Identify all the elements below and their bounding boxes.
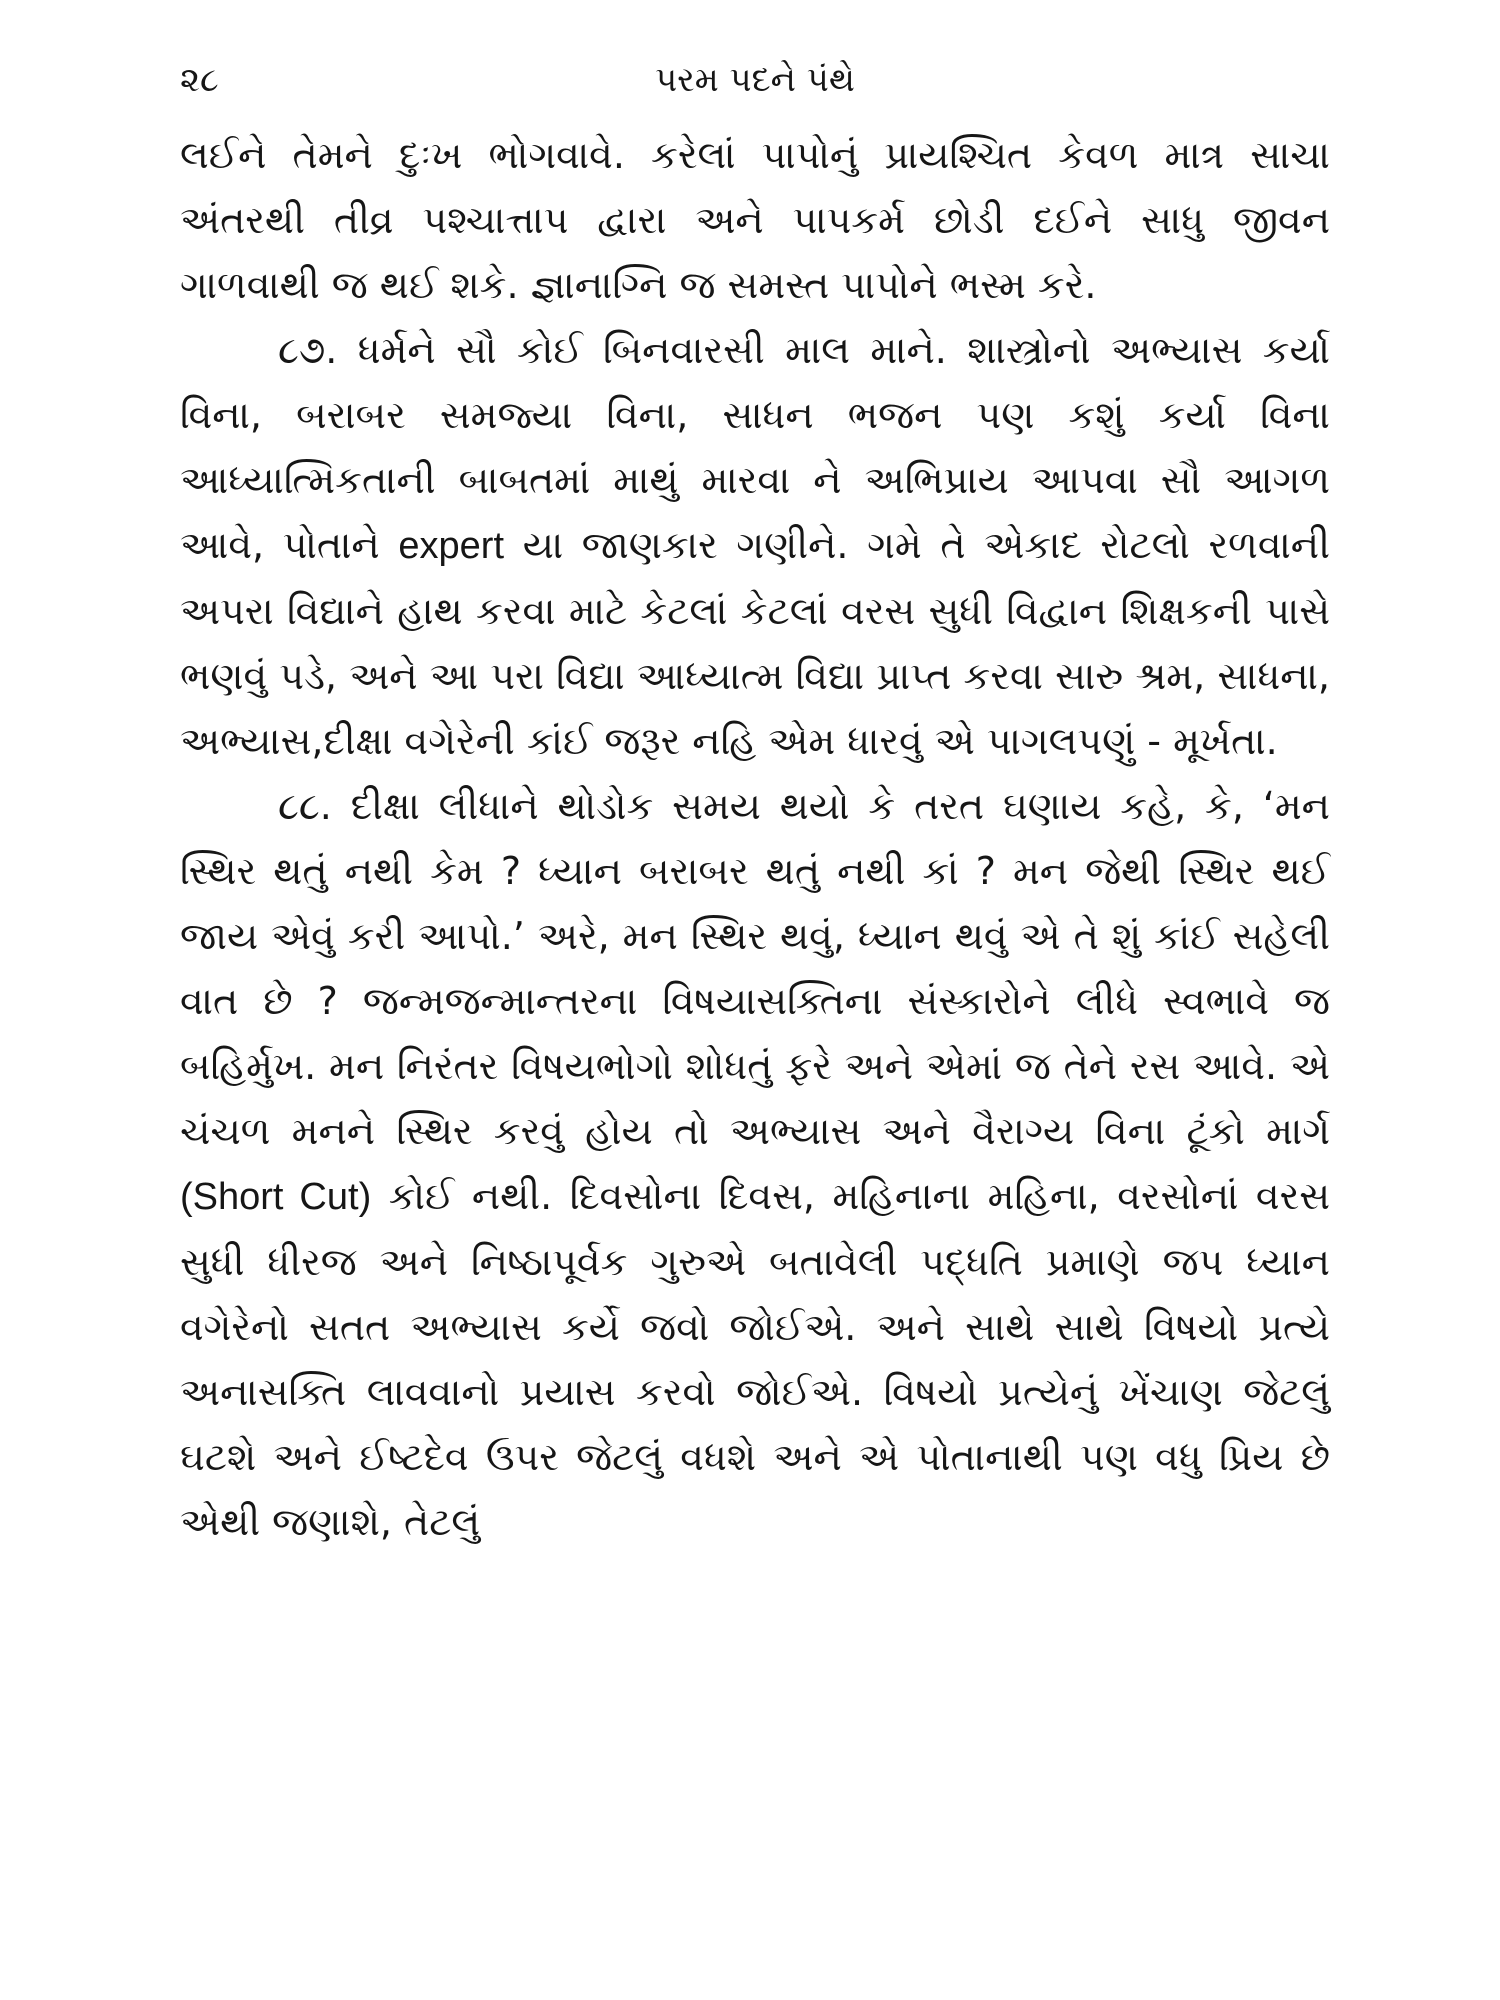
paragraph-88-text-end: કોઈ નથી. દિવસોના દિવસ, મહિનાના મહિના, વરસોનાં વરસ સુધી ધીરજ અને નિષ્ઠાપૂર્વક ગુરુએ બતાવેલી પદ્ધતિ પ્રમાણે જપ ધ્યાન વગેરેનો સતત અભ્યાસ કર્યે જવો જોઈએ. અને સાથે સાથે વિષયો પ્રત્યે અનાસક્તિ લાવવાનો પ્રયાસ કરવો જોઈએ. વિષયો પ્રત્યેનું ખેંચાણ જેટલું ઘટશે અને ઈષ્ટદેવ ઉપર જેટલું વધશે અને એ પોતાનાથી પણ વધુ પ્રિય છે એથી જણાશે, તેટલું (180, 1174, 1330, 1544)
paragraph-continuation: લઈને તેમને દુઃખ ભોગવાવે. કરેલાં પાપોનું પ્રાયશ્ચિત કેવળ માત્ર સાચા અંતરથી તીવ્ર પશ્ચાત્તાપ દ્વારા અને પાપકર્મ છોડી દઈને સાધુ જીવન ગાળવાથી જ થઈ શકે. જ્ઞાનાગ્નિ જ સમસ્ત પાપોને ભસ્મ કરે. (180, 133, 1330, 307)
paragraph-87-text-end: યા જાણકાર ગણીને. ગમે તે એકાદ રોટલો રળવાની અપરા વિદ્યાને હાથ કરવા માટે કેટલાં કેટલાં વરસ સુધી વિદ્વાન શિક્ષકની પાસે ભણવું પડે, અને આ પરા વિદ્યા આધ્યાત્મ વિદ્યા પ્રાપ્ત કરવા સારુ શ્રમ, સાધના, અભ્યાસ,દીક્ષા વગેરેની કાંઈ જરૂર નહિ એમ ધારવું એ પાગલપણું - મૂર્ખતા. (180, 523, 1330, 763)
paragraph-88 (180, 774, 1330, 1555)
paragraph-87-english-term: expert (398, 525, 505, 567)
running-header (180, 58, 1330, 118)
body-text (180, 123, 1330, 1555)
running-title: પરમ પદને પંથે (655, 60, 855, 100)
page-number: ૨૮ (180, 60, 219, 100)
paragraph-87-text-start: ૮૭. ધર્મને સૌ કોઈ બિનવારસી માલ માને. શાસ્ત્રોનો અભ્યાસ કર્યા વિના, બરાબર સમજ્યા વિના, સાધન ભજન પણ કશું કર્યા વિના આધ્યાત્મિકતાની બાબતમાં માથું મારવા ને અભિપ્રાય આપવા સૌ આગળ આવે, પોતાને (180, 328, 1330, 567)
paragraph-88-english-term: (Short Cut) (180, 1176, 372, 1218)
paragraph-88-text-start: ૮૮. દીક્ષા લીધાને થોડોક સમય થયો કે તરત ઘણાય કહે, કે, ‘મન સ્થિર થતું નથી કેમ ? ધ્યાન બરાબર થતું નથી કાં ? મન જેથી સ્થિર થઈ જાય એવું કરી આપો.’ અરે, મન સ્થિર થવું, ધ્યાન થવું એ તે શું કાંઈ સહેલી વાત છે ? જન્મજન્માન્તરના વિષયાસક્તિના સંસ્કારોને લીધે સ્વભાવે જ બહિર્મુખ. મન નિરંતર વિષયભોગો શોધતું ફરે અને એમાં જ તેને રસ આવે. એ ચંચળ મનને સ્થિર કરવું હોય તો અભ્યાસ અને વૈરાગ્ય વિના ટૂંકો માર્ગ (180, 784, 1330, 1153)
paragraph-87 (180, 318, 1330, 774)
